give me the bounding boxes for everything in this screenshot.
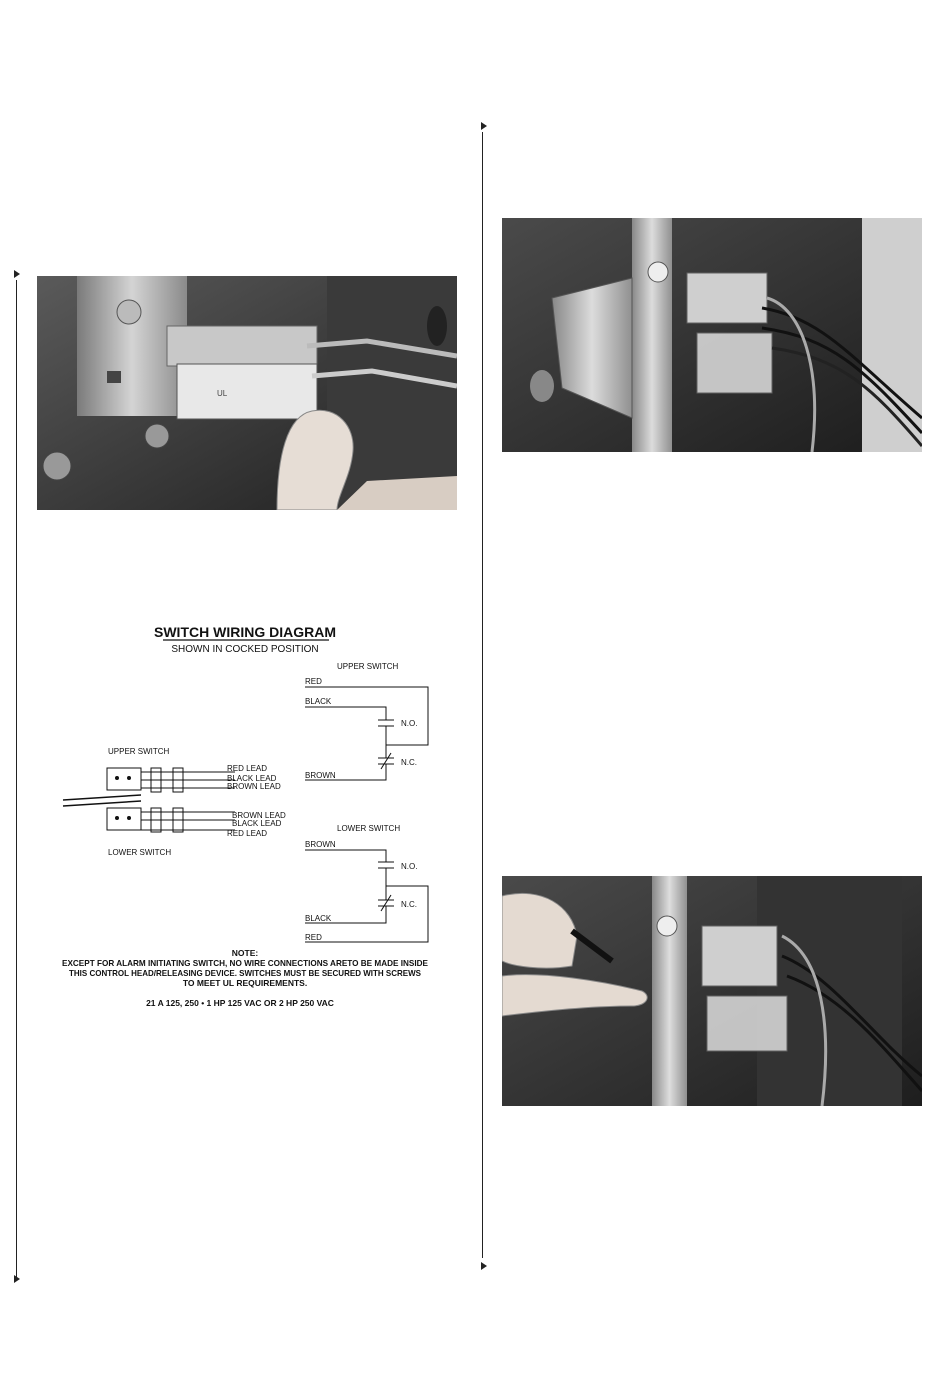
- note-line-2: THIS CONTROL HEAD/RELEASING DEVICE. SWITCHES MUST BE SECURED WITH SCREWS: [69, 968, 422, 978]
- lower-wire-black: BLACK: [305, 914, 332, 923]
- note-line-3: TO MEET UL REQUIREMENTS.: [182, 978, 308, 988]
- upper-lead-red: RED LEAD: [227, 764, 268, 773]
- note-title: NOTE:: [231, 948, 259, 958]
- lower-schematic-label: LOWER SWITCH: [337, 824, 401, 833]
- upper-contact-nc: N.C.: [401, 758, 417, 767]
- lower-contact-nc: N.C.: [401, 900, 417, 909]
- lower-lead-red: RED LEAD: [227, 829, 268, 838]
- lower-wire-red: RED: [305, 933, 322, 942]
- rating-text: 21 A 125, 250 • 1 HP 125 VAC OR 2 HP 250 VAC: [146, 998, 334, 1008]
- lower-contact-no: N.O.: [401, 862, 418, 871]
- upper-wire-black: BLACK: [305, 697, 332, 706]
- upper-schematic-label: UPPER SWITCH: [337, 662, 399, 671]
- lower-lead-black: BLACK LEAD: [232, 819, 282, 828]
- lower-lead-brown: BROWN LEAD: [232, 811, 286, 820]
- right-column-arrow-bottom: [481, 1262, 487, 1270]
- photo-switch-install: [502, 876, 922, 1106]
- left-column-arrow-top: [14, 270, 20, 278]
- switch-wiring-diagram: [55, 620, 455, 1020]
- upper-switch-label: UPPER SWITCH: [108, 747, 170, 756]
- photo-switch-assembly: [502, 218, 922, 452]
- upper-wire-red: RED: [305, 677, 322, 686]
- lower-switch-label: LOWER SWITCH: [108, 848, 172, 857]
- photo-switch-removal: [37, 276, 457, 510]
- switch-mounting-rods: [63, 795, 141, 806]
- lower-switch-body: [107, 808, 235, 832]
- upper-switch-body: [107, 768, 235, 792]
- right-column-arrow-top: [481, 122, 487, 130]
- upper-lead-brown: BROWN LEAD: [227, 782, 281, 791]
- diagram-title: SWITCH WIRING DIAGRAM: [154, 624, 336, 640]
- upper-lead-black: BLACK LEAD: [227, 774, 277, 783]
- upper-contact-no: N.O.: [401, 719, 418, 728]
- lower-wire-brown: BROWN: [305, 840, 336, 849]
- svg-text:UL: UL: [217, 389, 228, 398]
- upper-wire-brown: BROWN: [305, 771, 336, 780]
- left-column-arrow-bottom: [14, 1275, 20, 1283]
- right-column-rule: [482, 132, 483, 1258]
- diagram-subtitle: SHOWN IN COCKED POSITION: [171, 644, 319, 655]
- note-line-1: EXCEPT FOR ALARM INITIATING SWITCH, NO WIRE CONNECTIONS ARETO BE MADE INSIDE: [62, 958, 429, 968]
- left-column-rule: [16, 280, 17, 1278]
